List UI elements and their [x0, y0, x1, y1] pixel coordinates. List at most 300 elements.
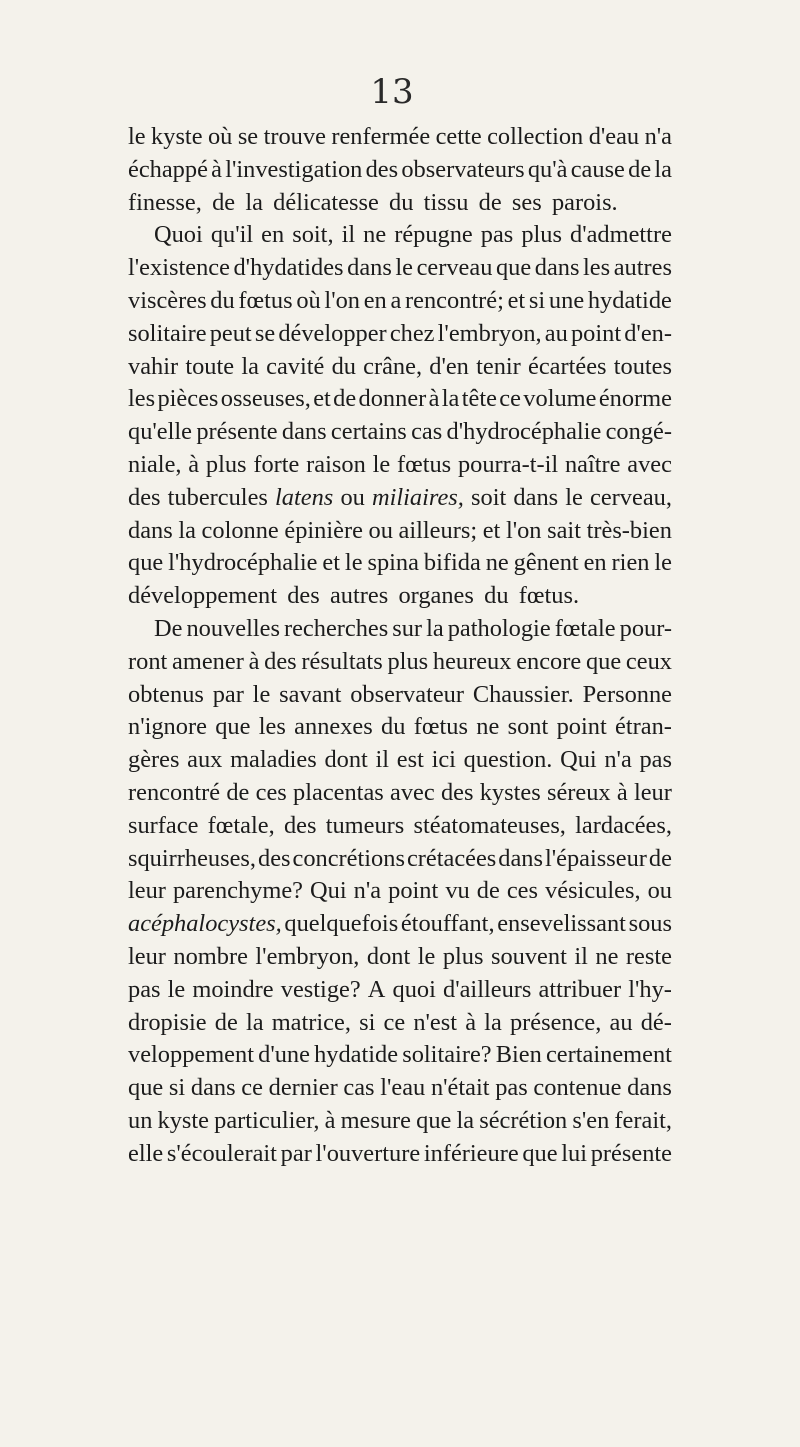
word: le [395, 254, 414, 282]
word: organes [398, 582, 474, 610]
word: leur [128, 877, 166, 905]
word: développer [278, 319, 387, 347]
text-line [128, 908, 672, 941]
word: à [248, 647, 260, 675]
text-line [128, 1138, 672, 1171]
word: le [167, 975, 186, 1003]
word: hydatide [587, 286, 672, 314]
word: solitaire [128, 319, 207, 347]
word: échappé [128, 155, 208, 183]
word: concrétions [292, 844, 405, 872]
text-line [128, 974, 672, 1007]
word: au [544, 319, 568, 347]
word: cerveau [416, 254, 493, 282]
text-line [128, 744, 672, 777]
word: l'embryon, [255, 942, 360, 970]
word: osseuses, [220, 385, 311, 413]
word: gères [128, 746, 180, 774]
word: parois. [551, 188, 618, 216]
word: n'a [353, 877, 382, 905]
word: la [245, 188, 263, 216]
word: sont [507, 713, 549, 741]
word: dropisie [128, 1008, 207, 1036]
word: plus [387, 647, 429, 675]
word: l'ouverture [315, 1139, 421, 1167]
word: hydatide [314, 1041, 399, 1069]
word: particulier, [214, 1106, 320, 1134]
text-line [128, 1105, 672, 1138]
word: d'hydatides [233, 254, 344, 282]
word: de [226, 778, 250, 806]
word: crâne, [363, 352, 423, 380]
word: Qui [560, 746, 597, 774]
word: par [280, 1139, 312, 1167]
word: le [372, 450, 391, 478]
word: présente [196, 418, 278, 446]
word: ces [506, 877, 538, 905]
word: de [476, 877, 500, 905]
word: a [390, 286, 402, 314]
word: donner [358, 385, 427, 413]
word: n'ignore [128, 713, 207, 741]
word: surface [128, 811, 199, 839]
word: délicatesse [273, 188, 379, 216]
word: parenchyme? [172, 877, 303, 905]
word: l'eau [380, 1074, 426, 1102]
word: qu'elle [128, 418, 192, 446]
word: certainement [545, 1041, 672, 1069]
word: leur [128, 942, 166, 970]
word: dont [366, 942, 411, 970]
word: ici [431, 746, 456, 774]
word: tumeurs [325, 811, 405, 839]
word: ront [128, 647, 168, 675]
word: l'épaisseur [544, 844, 647, 872]
text-line [128, 613, 672, 646]
word: si [528, 286, 546, 314]
word: Personne [582, 680, 672, 708]
word: le [654, 549, 672, 577]
word: la [241, 352, 259, 380]
word: il [574, 942, 588, 970]
word: des [283, 811, 317, 839]
word: énorme [598, 385, 672, 413]
word: ailleurs; [398, 516, 478, 544]
word: s'en [572, 1106, 610, 1134]
word: à [428, 385, 440, 413]
word: les [583, 254, 611, 282]
word: savant [279, 680, 342, 708]
word: heureux [432, 647, 512, 675]
word: ne [363, 221, 387, 249]
word: en [261, 221, 285, 249]
word: d'en [429, 352, 469, 380]
word: n'a [604, 746, 632, 774]
word: cas [411, 418, 443, 446]
word: rencontré [128, 778, 221, 806]
word: ceux [625, 647, 672, 675]
word: squirrheuses, [128, 844, 257, 872]
word: elle [128, 1139, 164, 1167]
word: solitaire? [402, 1041, 492, 1069]
word: dans [128, 516, 173, 544]
word: des [264, 647, 297, 675]
word: la [426, 614, 444, 642]
word: autres [329, 582, 389, 610]
word: et [507, 286, 526, 314]
text-line [128, 547, 672, 580]
text-line [128, 580, 672, 613]
text-line [128, 679, 672, 712]
word: dans [347, 254, 392, 282]
word: dans [498, 844, 543, 872]
word: ne [476, 713, 500, 741]
word: quoi [392, 975, 436, 1003]
word: dernier [268, 1074, 338, 1102]
word: étouffant, [400, 910, 495, 938]
word: développement [128, 582, 277, 610]
word: et [313, 385, 331, 413]
word: il [341, 221, 356, 249]
text-line [128, 646, 672, 679]
word: n'a [644, 123, 672, 150]
word: un [128, 1106, 153, 1134]
word: dans [627, 1074, 672, 1102]
word: la [441, 385, 460, 413]
word: forte [253, 450, 300, 478]
text-line [128, 121, 672, 154]
word: ne [595, 942, 619, 970]
word: dans [281, 418, 327, 446]
word: que [522, 1139, 558, 1167]
word: qu'il [210, 221, 254, 249]
word: n'est [413, 1008, 458, 1036]
word: pathologie [447, 614, 551, 642]
word: par [212, 680, 244, 708]
word: ou [368, 516, 393, 544]
word: cavité [266, 352, 325, 380]
word: l'hydrocéphalie [168, 549, 318, 577]
word: d'hydrocéphalie [446, 418, 602, 446]
word: la [484, 1008, 502, 1036]
word: d'eau [588, 123, 640, 150]
word: sous [628, 910, 672, 938]
word: de [628, 155, 652, 183]
word: tenir [476, 352, 521, 380]
word: des [440, 778, 474, 806]
word: lardacées, [575, 811, 672, 839]
word: collection [487, 123, 584, 150]
word: cas [343, 1074, 375, 1102]
word: l'on [505, 516, 542, 544]
word: tissu [423, 188, 469, 216]
word: n'était [430, 1074, 490, 1102]
body-text [128, 121, 672, 1171]
word: maladies [230, 746, 317, 774]
italic-word: acéphalocystes, [128, 910, 282, 938]
word: d'une [258, 1041, 310, 1069]
word: écartées [528, 352, 607, 380]
word: fœtus [396, 450, 452, 478]
word: de [648, 844, 672, 872]
word: des [258, 844, 291, 872]
word: crétacées [406, 844, 497, 872]
word: reste [625, 942, 672, 970]
word: l'existence [128, 254, 230, 282]
word: il [375, 746, 390, 774]
word: pas [128, 975, 161, 1003]
word: présente [590, 1139, 672, 1167]
text-line [128, 711, 672, 744]
word: ce [241, 1074, 263, 1102]
word: si [168, 1074, 186, 1102]
word: d'ailleurs [443, 975, 532, 1003]
text-line [128, 843, 672, 876]
word: dé- [640, 1008, 672, 1036]
word: à [211, 155, 222, 183]
word: où [296, 286, 321, 314]
word: en [583, 549, 607, 577]
word: ensevelissant [497, 910, 626, 938]
word: rien [611, 549, 650, 577]
word: que [585, 647, 622, 675]
word: à [188, 450, 200, 478]
word: De [154, 614, 183, 642]
word: que [215, 713, 251, 741]
word: la [245, 1008, 264, 1036]
word: niale, [128, 450, 182, 478]
word: du [331, 352, 356, 380]
word: la [456, 1106, 475, 1134]
word: les [128, 385, 156, 413]
text-line [128, 383, 672, 416]
word: des [287, 582, 320, 610]
word: à [616, 778, 628, 806]
word: lui [561, 1139, 588, 1167]
word: dont [324, 746, 368, 774]
word: autres [613, 254, 672, 282]
word: et [322, 549, 340, 577]
word: ferait, [614, 1106, 672, 1134]
word: répugne [394, 221, 473, 249]
word: où [207, 123, 233, 150]
page-number: 13 [370, 72, 414, 112]
word: fœtus [238, 286, 293, 314]
word: d'admettre [570, 221, 672, 249]
word: colonne [201, 516, 279, 544]
word: certains [330, 418, 407, 446]
word: vu [445, 877, 470, 905]
word: kyste [151, 123, 203, 150]
word: présence, [509, 1008, 602, 1036]
word: sécrétion [479, 1106, 568, 1134]
word: recherches [283, 614, 389, 642]
text-line [128, 515, 672, 548]
word: kyste [157, 1106, 210, 1134]
word: attribuer [538, 975, 622, 1003]
word: matrice, [271, 1008, 351, 1036]
text-line [128, 285, 672, 318]
word: de [214, 1008, 238, 1036]
word: cette [435, 123, 482, 150]
word: contenue [533, 1074, 622, 1102]
word: spina [367, 549, 419, 577]
word: Bien [495, 1041, 542, 1069]
word: du [381, 713, 406, 741]
word: résultats [301, 647, 383, 675]
word: sait [547, 516, 581, 544]
word: que [416, 1106, 452, 1134]
text-line [128, 1072, 672, 1105]
word: la [178, 516, 196, 544]
word: souvent [490, 942, 567, 970]
word: A [367, 975, 386, 1003]
word: dans [534, 254, 580, 282]
word: de [333, 385, 357, 413]
word: mesure [340, 1106, 411, 1134]
word: volume [523, 385, 597, 413]
text-line [128, 187, 672, 220]
word: épinière [284, 516, 363, 544]
word: point [570, 319, 622, 347]
word: plus [205, 450, 247, 478]
word: rencontré; [405, 286, 504, 314]
word: que [128, 1074, 164, 1102]
word: trouve [263, 123, 326, 150]
word: fœtale, [207, 811, 275, 839]
word: des [365, 155, 399, 183]
word: point [556, 713, 607, 741]
word: kystes [479, 778, 541, 806]
word: et [482, 516, 501, 544]
word: observateurs [401, 155, 525, 183]
word: amener [172, 647, 244, 675]
word: se [237, 123, 259, 150]
word: nouvelles [186, 614, 280, 642]
text-line [128, 875, 672, 908]
word: placentas [293, 778, 384, 806]
word: ce [499, 385, 521, 413]
word: Quoi [154, 221, 203, 249]
word: encore [516, 647, 582, 675]
word: du [389, 188, 414, 216]
word: toute [185, 352, 235, 380]
word: pourra-t-il [457, 450, 559, 478]
word: pas [639, 746, 672, 774]
word: observateur [350, 680, 464, 708]
word: inférieure [423, 1139, 519, 1167]
word: viscères [128, 286, 207, 314]
word: soit, [292, 221, 334, 249]
word: l'on [324, 286, 360, 314]
word: pour- [619, 614, 672, 642]
word: l'hy- [628, 975, 672, 1003]
word: Chaussier. [472, 680, 574, 708]
word: la [654, 155, 672, 183]
word: stéatomateuses, [413, 811, 566, 839]
word: vahir [128, 352, 179, 380]
word: fœtale [554, 614, 616, 642]
word: tubercules [167, 483, 268, 511]
word: le [417, 942, 436, 970]
word: question. [463, 746, 553, 774]
word: se [254, 319, 276, 347]
word: raison [306, 450, 366, 478]
word: étran- [615, 713, 672, 741]
word: tête [461, 385, 497, 413]
word: que [495, 254, 532, 282]
text-line [128, 449, 672, 482]
word: qu'à [527, 155, 568, 183]
word: aux [187, 746, 223, 774]
word: pas [480, 221, 514, 249]
word: s'écoulerait [166, 1139, 277, 1167]
word: le [565, 483, 583, 511]
italic-word: miliaires, [371, 483, 464, 511]
word: de [478, 188, 502, 216]
word: du [210, 286, 235, 314]
word: des [128, 483, 161, 511]
word: cause [570, 155, 625, 183]
word: soit [471, 483, 507, 511]
text-line [128, 318, 672, 351]
text-line [128, 1007, 672, 1040]
word: vestige? [280, 975, 361, 1003]
word: bifida [423, 549, 481, 577]
word: du [484, 582, 509, 610]
word: une [548, 286, 585, 314]
text-line [128, 252, 672, 285]
word: ou [340, 483, 365, 511]
word: renfermée [331, 123, 431, 150]
word: que [128, 549, 164, 577]
word: vésicules, [545, 877, 641, 905]
word: quelquefois [284, 910, 399, 938]
word: le [252, 680, 271, 708]
word: cerveau, [590, 483, 672, 511]
word: ou [647, 877, 672, 905]
word: Qui [310, 877, 347, 905]
word: séreux [546, 778, 611, 806]
word: naître [564, 450, 621, 478]
text-line [128, 777, 672, 810]
word: congé- [605, 418, 672, 446]
text-line [128, 1039, 672, 1072]
word: d'en- [624, 319, 672, 347]
word: dans [513, 483, 559, 511]
word: ces [255, 778, 287, 806]
word: nombre [173, 942, 248, 970]
word: l'investigation [225, 155, 363, 183]
word: l'embryon, [437, 319, 542, 347]
word: le [344, 549, 363, 577]
word: est [396, 746, 424, 774]
word: plus [442, 942, 484, 970]
word: annexes [294, 713, 373, 741]
word: toutes [613, 352, 672, 380]
word: gênent [513, 549, 579, 577]
word: à [324, 1106, 336, 1134]
text-line [128, 154, 672, 187]
word: dans [190, 1074, 236, 1102]
word: obtenus [128, 680, 204, 708]
word: en [363, 286, 387, 314]
word: au [609, 1008, 633, 1036]
word: pièces [157, 385, 219, 413]
word: le [128, 123, 146, 150]
word: à [465, 1008, 477, 1036]
word: avec [390, 778, 435, 806]
